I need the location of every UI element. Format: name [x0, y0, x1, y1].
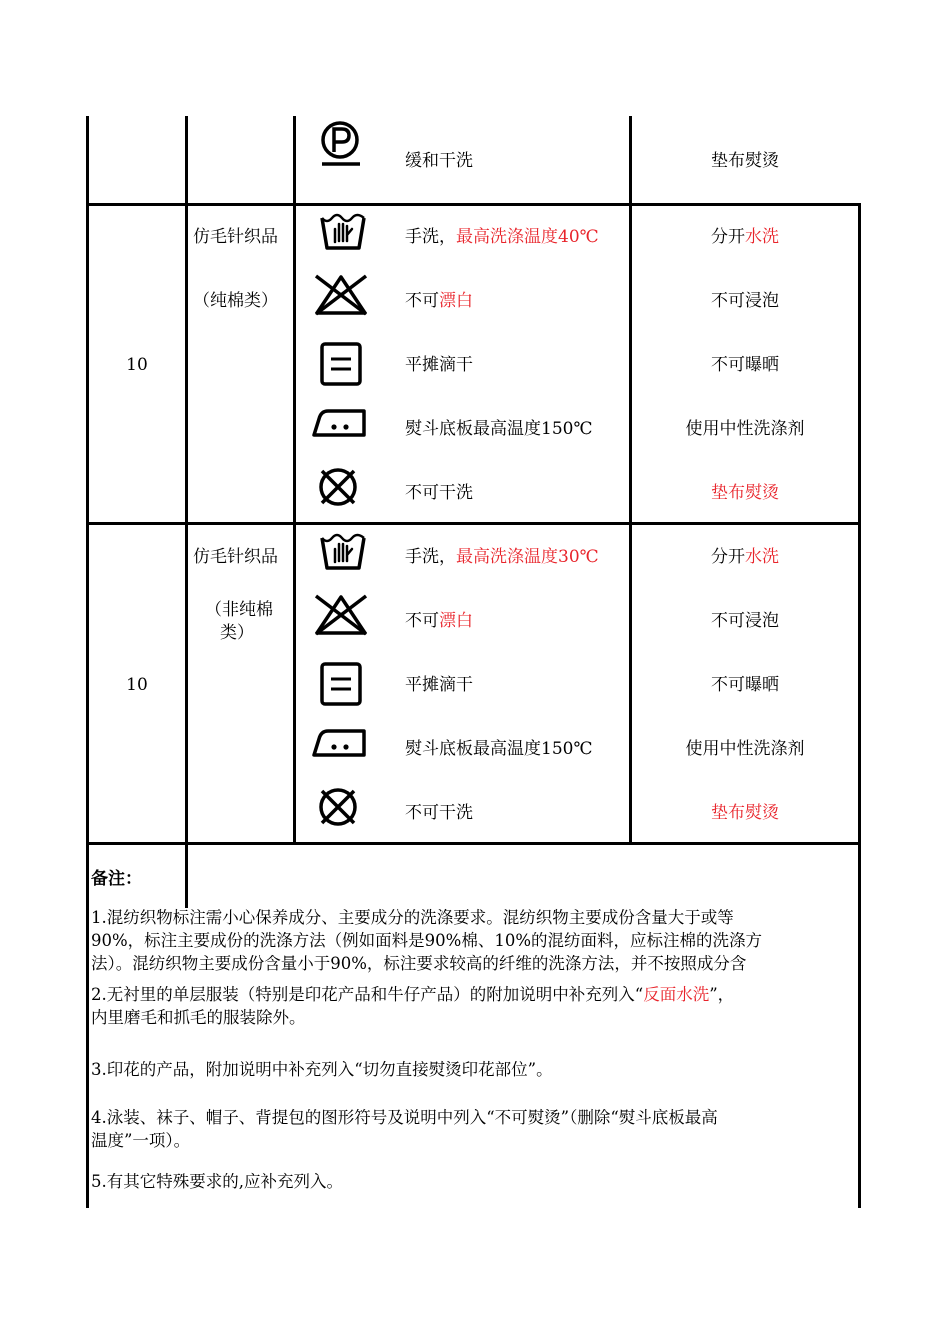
care-instruction: 平摊滴干 — [405, 675, 473, 695]
note-highlight: 水洗 — [745, 227, 779, 247]
instruction-text: 不可 — [405, 291, 439, 311]
care-instruction — [405, 546, 599, 568]
care-note — [632, 546, 858, 568]
product-subtype: （纯棉类） — [193, 291, 278, 311]
table-line — [185, 116, 188, 908]
remark-1 — [91, 906, 861, 975]
remark-4 — [91, 1106, 861, 1152]
instruction-highlight: 最高洗涤温度40℃ — [456, 227, 599, 247]
care-note: 不可曝晒 — [711, 675, 779, 695]
table-line — [293, 116, 296, 844]
care-note: 垫布熨烫 — [711, 803, 779, 823]
dry-flat-icon — [318, 340, 364, 388]
remark-line: 法）。混纺织物主要成份含量小于90%，标注要求较高的纤维的洗涤方法，并不按照成分含 — [91, 954, 747, 973]
remark-3 — [91, 1058, 861, 1081]
no-dry-clean-icon — [316, 785, 362, 829]
care-instruction: 缓和干洗 — [405, 151, 473, 171]
care-note: 不可曝晒 — [711, 355, 779, 375]
iron-icon — [310, 725, 368, 759]
hand-wash-icon — [318, 530, 368, 574]
remark-line: 4.泳装、袜子、帽子、背提包的图形符号及说明中列入“不可熨烫”（删除“熨斗底板最高 — [91, 1108, 718, 1127]
table-line — [86, 522, 861, 525]
care-instruction: 不可干洗 — [405, 483, 473, 503]
care-instruction — [405, 290, 473, 312]
remark-2 — [91, 983, 861, 1029]
care-instruction: 平摊滴干 — [405, 355, 473, 375]
row-number: 10 — [126, 355, 148, 375]
care-note — [632, 226, 858, 248]
remark-line: 3.印花的产品，附加说明中补充列入“切勿直接熨烫印花部位”。 — [91, 1060, 553, 1079]
remark-line: 1.混纺织物标注需小心保养成分、主要成分的洗涤要求。混纺织物主要成份含量大于或等 — [91, 908, 734, 927]
note-text: 分开 — [711, 227, 745, 247]
remark-text: ”， — [709, 985, 735, 1004]
instruction-text: 手洗， — [405, 227, 456, 247]
care-instruction: 不可干洗 — [405, 803, 473, 823]
table-line — [86, 116, 89, 1208]
no-bleach-icon — [312, 272, 370, 318]
row-number: 10 — [126, 675, 148, 695]
product-name: 仿毛针织品 — [193, 547, 278, 567]
care-instruction: 熨斗底板最高温度150℃ — [405, 419, 593, 439]
remark-line: 90%，标注主要成份的洗涤方法（例如面料是90%棉、10%的混纺面料，应标注棉的洗涤方 — [91, 931, 763, 950]
no-bleach-icon — [312, 592, 370, 638]
instruction-highlight: 最高洗涤温度30℃ — [456, 547, 599, 567]
remark-5 — [91, 1170, 861, 1193]
table-line — [86, 203, 861, 206]
note-highlight: 水洗 — [745, 547, 779, 567]
instruction-highlight: 漂白 — [439, 291, 473, 311]
product-subtype: 类） — [220, 623, 254, 643]
product-name: 仿毛针织品 — [193, 227, 278, 247]
remark-line: 内里磨毛和抓毛的服装除外。 — [91, 1008, 306, 1027]
care-note: 不可浸泡 — [711, 291, 779, 311]
note-text: 分开 — [711, 547, 745, 567]
care-note: 不可浸泡 — [711, 611, 779, 631]
remarks-title: 备注： — [91, 869, 142, 889]
dry-clean-p-gentle-icon — [318, 120, 366, 170]
care-instruction — [405, 610, 473, 632]
dry-flat-icon — [318, 660, 364, 708]
table-line — [86, 842, 861, 845]
care-note: 使用中性洗涤剂 — [685, 419, 805, 439]
iron-icon — [310, 405, 368, 439]
remark-text: 2.无衬里的单层服装（特别是印花产品和牛仔产品）的附加说明中补充列入“ — [91, 985, 644, 1004]
instruction-text: 不可 — [405, 611, 439, 631]
hand-wash-icon — [318, 210, 368, 254]
remark-line: 5.有其它特殊要求的,应补充列入。 — [91, 1172, 343, 1191]
remark-line: 温度”一项）。 — [91, 1131, 191, 1150]
care-instruction: 熨斗底板最高温度150℃ — [405, 739, 593, 759]
care-note: 使用中性洗涤剂 — [685, 739, 805, 759]
instruction-highlight: 漂白 — [439, 611, 473, 631]
no-dry-clean-icon — [316, 465, 362, 509]
care-note: 垫布熨烫 — [711, 483, 779, 503]
remark-line — [91, 983, 861, 1006]
remark-highlight: 反面水洗 — [643, 985, 710, 1004]
care-note: 垫布熨烫 — [711, 151, 779, 171]
care-instruction — [405, 226, 599, 248]
product-subtype: （非纯棉 — [205, 600, 273, 620]
instruction-text: 手洗， — [405, 547, 456, 567]
